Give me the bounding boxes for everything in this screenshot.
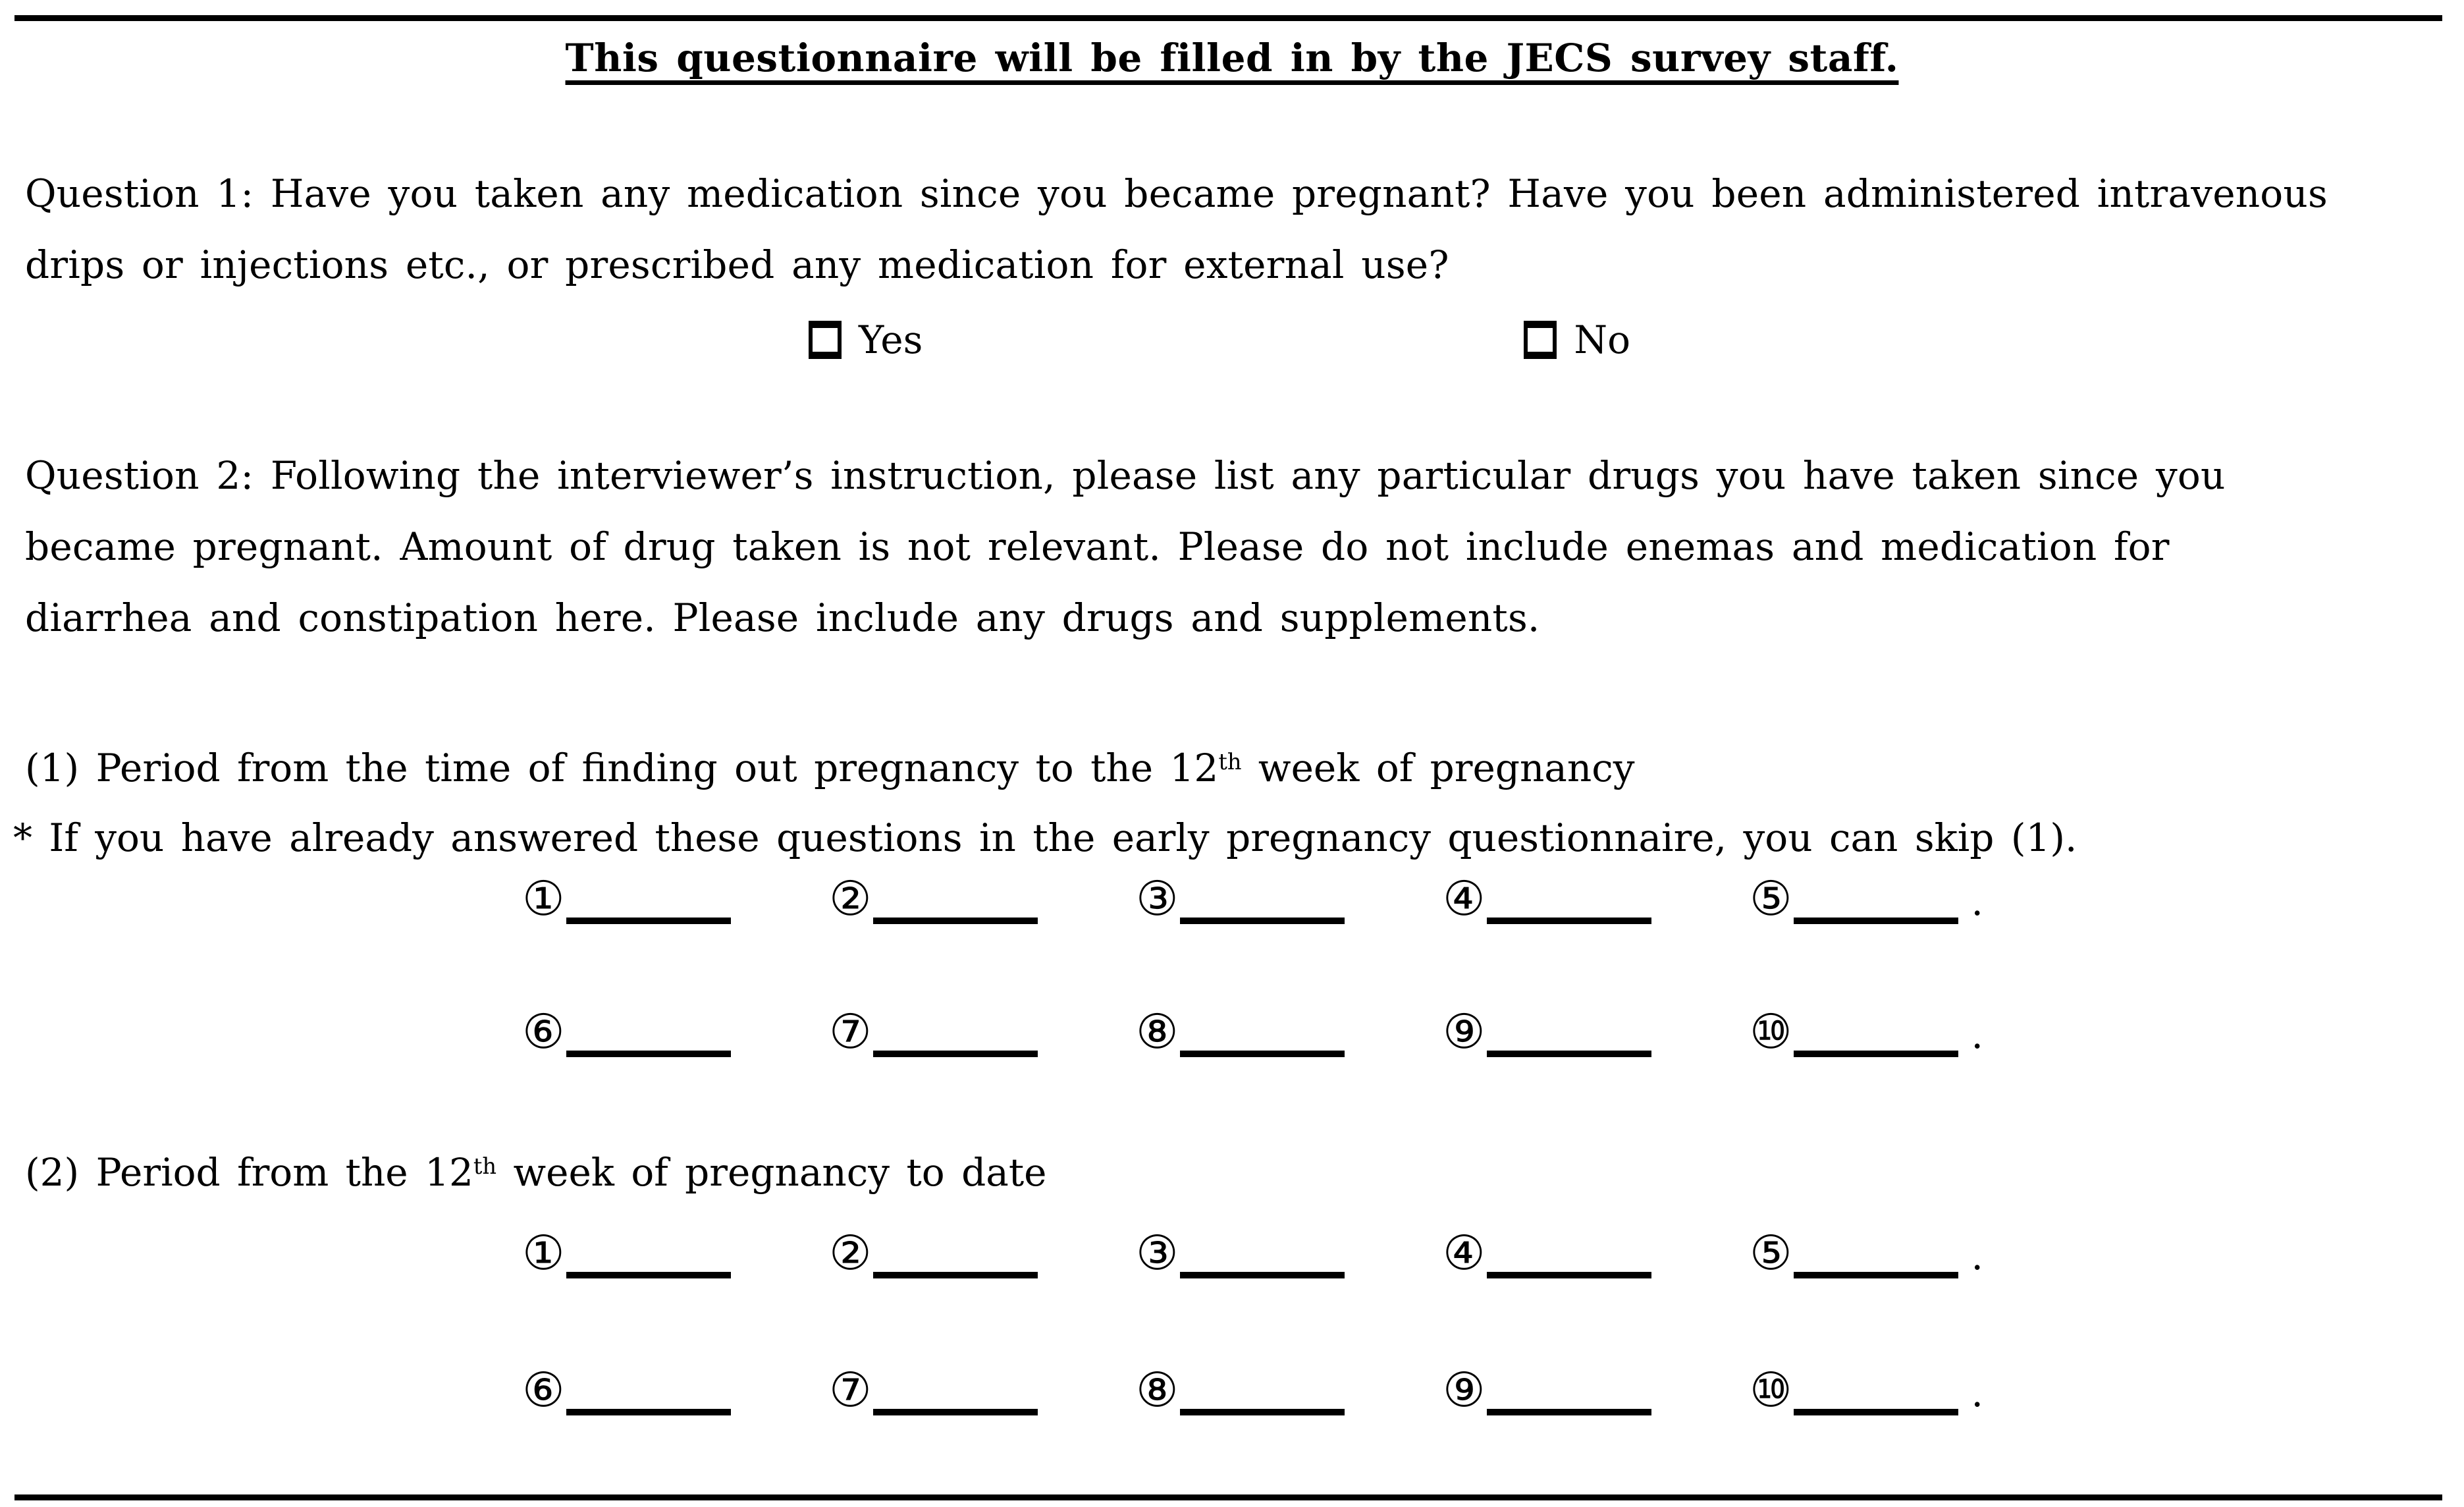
circled-number-9: ⑨ (1443, 1362, 1486, 1417)
no-label: No (1574, 317, 1631, 362)
circled-number-6: ⑥ (522, 1004, 565, 1059)
drug-entry-4 (1443, 1217, 1750, 1288)
yes-option[interactable] (809, 317, 923, 362)
drug-blank-9[interactable] (1487, 1044, 1651, 1057)
question1-options (25, 304, 1630, 375)
drug-entry-3 (1136, 1217, 1443, 1288)
drug-blank-2[interactable] (873, 911, 1038, 924)
yes-label: Yes (859, 317, 923, 362)
bottom-rule (14, 1494, 2442, 1500)
drug-entry-9 (1443, 996, 1750, 1067)
section1-heading-prefix: (1) Period from the time of finding out pregnancy to the 12 (25, 746, 1219, 790)
circled-number-8: ⑧ (1136, 1362, 1179, 1417)
drug-entry-9 (1443, 1354, 1750, 1425)
drug-blank-5[interactable] (1794, 1265, 1958, 1278)
drug-blank-10[interactable] (1794, 1402, 1958, 1415)
drug-blank-4[interactable] (1487, 1265, 1651, 1278)
drug-entry-6 (522, 996, 829, 1067)
drug-entry-10 (1750, 996, 1958, 1067)
circled-number-5: ⑤ (1750, 871, 1792, 926)
circled-number-4: ④ (1443, 1225, 1486, 1280)
section1-note: * If you have already answered these questions in the early pregnancy questionnaire, you can skip (1). (13, 815, 2077, 860)
circled-number-1: ① (522, 871, 565, 926)
yes-checkbox[interactable] (809, 321, 842, 359)
no-option[interactable] (1524, 317, 1630, 362)
section2-heading (25, 1137, 1046, 1214)
drug-entry-1 (522, 1217, 829, 1288)
drug-entry-10 (1750, 1354, 1958, 1425)
question1-line-1: Question 1: Have you taken any medication since you became pregnant? Have you been administered intravenous (25, 171, 2328, 216)
drug-blank-4[interactable] (1487, 911, 1651, 924)
drug-blank-8[interactable] (1180, 1402, 1345, 1415)
question2-line-2: became pregnant. Amount of drug taken is not relevant. Please do not include enemas and medication for (25, 524, 2170, 569)
question1-text (25, 158, 2328, 300)
section1-drug-row-1 (25, 863, 1983, 937)
circled-number-3: ③ (1136, 1225, 1179, 1280)
row-terminator: . (1971, 879, 1983, 924)
circled-number-2: ② (829, 871, 872, 926)
drug-blank-2[interactable] (873, 1265, 1038, 1278)
drug-blank-3[interactable] (1180, 911, 1345, 924)
page-title: This questionnaire will be filled in by the JECS survey staff. (565, 36, 1899, 80)
circled-number-8: ⑧ (1136, 1004, 1179, 1059)
circled-number-6: ⑥ (522, 1362, 565, 1417)
drug-blank-7[interactable] (873, 1402, 1038, 1415)
drug-blank-6[interactable] (566, 1044, 731, 1057)
drug-blank-7[interactable] (873, 1044, 1038, 1057)
drug-entry-4 (1443, 863, 1750, 934)
drug-entry-8 (1136, 996, 1443, 1067)
row-terminator: . (1971, 1234, 1983, 1278)
circled-number-9: ⑨ (1443, 1004, 1486, 1059)
drug-entry-8 (1136, 1354, 1443, 1425)
circled-number-5: ⑤ (1750, 1225, 1792, 1280)
drug-entry-2 (829, 863, 1136, 934)
circled-number-2: ② (829, 1225, 872, 1280)
section2-heading-suffix: week of pregnancy to date (496, 1150, 1047, 1195)
row-terminator: . (1971, 1012, 1983, 1057)
drug-blank-1[interactable] (566, 911, 731, 924)
top-rule (14, 15, 2442, 21)
drug-blank-6[interactable] (566, 1402, 731, 1415)
circled-number-7: ⑦ (829, 1004, 872, 1059)
section2-drug-row-1 (25, 1217, 1983, 1292)
drug-entry-5 (1750, 1217, 1958, 1288)
drug-blank-3[interactable] (1180, 1265, 1345, 1278)
drug-entry-7 (829, 1354, 1136, 1425)
drug-blank-9[interactable] (1487, 1402, 1651, 1415)
no-checkbox[interactable] (1524, 321, 1557, 359)
drug-entry-7 (829, 996, 1136, 1067)
section2-heading-superscript: th (473, 1153, 497, 1179)
drug-entry-1 (522, 863, 829, 934)
question1-line-2: drips or injections etc., or prescribed any medication for external use? (25, 242, 1449, 287)
drug-entry-6 (522, 1354, 829, 1425)
drug-entry-2 (829, 1217, 1136, 1288)
circled-number-7: ⑦ (829, 1362, 872, 1417)
question2-text (25, 440, 2226, 653)
section1-heading (25, 732, 1634, 809)
circled-number-1: ① (522, 1225, 565, 1280)
drug-blank-5[interactable] (1794, 911, 1958, 924)
section2-heading-prefix: (2) Period from the 12 (25, 1150, 473, 1195)
drug-entry-5 (1750, 863, 1958, 934)
row-terminator: . (1971, 1371, 1983, 1415)
question2-line-1: Question 2: Following the interviewer’s instruction, please list any particular drugs you have taken since you (25, 453, 2226, 498)
section1-drug-row-2 (25, 996, 1983, 1070)
drug-blank-10[interactable] (1794, 1044, 1958, 1057)
section2-drug-row-2 (25, 1354, 1983, 1429)
section1-heading-suffix: week of pregnancy (1241, 746, 1635, 790)
circled-number-4: ④ (1443, 871, 1486, 926)
drug-entry-3 (1136, 863, 1443, 934)
circled-number-10: ⑩ (1750, 1362, 1792, 1417)
circled-number-10: ⑩ (1750, 1004, 1792, 1059)
drug-blank-8[interactable] (1180, 1044, 1345, 1057)
question2-line-3: diarrhea and constipation here. Please include any drugs and supplements. (25, 595, 1540, 640)
section1-heading-superscript: th (1218, 748, 1242, 775)
circled-number-3: ③ (1136, 871, 1179, 926)
drug-blank-1[interactable] (566, 1265, 731, 1278)
